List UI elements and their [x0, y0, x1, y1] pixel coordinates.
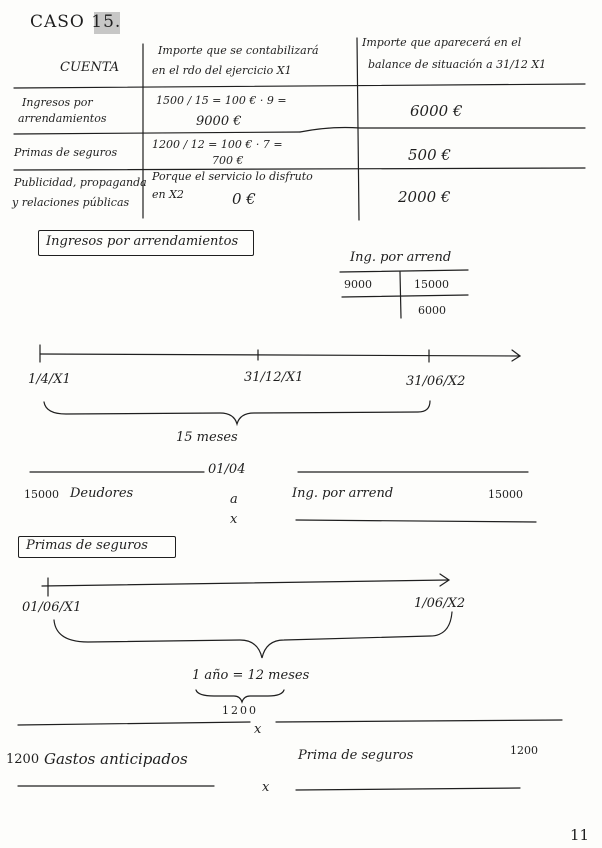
page-title: CASO 15. [30, 12, 122, 32]
timeline2-amount: 1200 [222, 704, 258, 717]
row1-cuenta-line1: Ingresos por [22, 96, 93, 109]
row2-calc-line2: 700 € [212, 154, 244, 167]
row1-cuenta-line2: arrendamientos [18, 112, 107, 125]
entry2-debit-account: Gastos anticipados [44, 750, 188, 768]
header-importe-balance-line2: balance de situación a 31/12 X1 [368, 58, 547, 71]
timeline-2-small-brace [196, 690, 284, 702]
entry1-to: a [230, 492, 238, 507]
table-row-rule-1 [14, 132, 300, 134]
t-account-top [340, 270, 468, 272]
section2-heading: Primas de seguros [26, 538, 148, 553]
entry1-debit-account: Deudores [70, 486, 134, 501]
page-number: 11 [570, 826, 590, 844]
entry-2-rule-right [276, 720, 562, 722]
entry2-debit-amount: 1200 [6, 752, 40, 767]
header-importe-rdo-line2: en el rdo del ejercicio X1 [152, 64, 292, 77]
entry2-bottom-mark: x [262, 780, 270, 795]
entry2-credit-amount: 1200 [510, 744, 538, 757]
timeline-1-axis [40, 354, 520, 356]
table-row-rule-1b [300, 128, 585, 133]
row1-calc-line1: 1500 / 15 = 100 € · 9 = [156, 94, 287, 107]
row3-calc-line1: Porque el servicio lo disfruto [152, 170, 313, 183]
timeline1-start-label: 1/4/X1 [28, 372, 71, 387]
timeline-2-axis [42, 580, 448, 586]
timeline1-brace-label: 15 meses [176, 430, 238, 445]
timeline2-end-label: 1/06/X2 [414, 596, 466, 611]
row1-calc-line2: 9000 € [196, 114, 242, 129]
table-col-divider-2 [357, 38, 359, 220]
entry1-debit-amount: 15000 [24, 488, 59, 501]
row2-calc-line1: 1200 / 12 = 100 € · 7 = [152, 138, 283, 151]
t-account-balance-rule [342, 295, 468, 297]
timeline1-mid-label: 31/12/X1 [244, 370, 304, 385]
entry1-credit-account: Ing. por arrend [292, 486, 394, 501]
header-importe-rdo-line1: Importe que se contabilizará [158, 44, 319, 57]
timeline2-start-label: 01/06/X1 [22, 600, 82, 615]
t-account-title: Ing. por arrend [350, 250, 452, 265]
entry-2-rule-bottom-right [296, 788, 520, 790]
t-account-stem [400, 272, 401, 318]
entry2-mark: x [254, 722, 262, 737]
entry1-date: 01/04 [208, 462, 246, 477]
row3-calc-line2: en X2 [152, 188, 184, 201]
row3-calc-line3: 0 € [232, 190, 256, 208]
header-importe-balance-line1: Importe que aparecerá en el [362, 36, 522, 49]
row2-cuenta: Primas de seguros [14, 146, 118, 159]
t-account-right2: 6000 [418, 304, 446, 317]
row3-cuenta-line1: Publicidad, propaganda [14, 176, 147, 189]
timeline1-end-label: 31/06/X2 [406, 374, 466, 389]
header-cuenta: CUENTA [60, 60, 120, 75]
t-account-right1: 15000 [414, 278, 449, 291]
table-header-rule [14, 84, 585, 88]
row3-cuenta-line2: y relaciones públicas [12, 196, 130, 209]
row2-balance: 500 € [408, 146, 451, 164]
section1-heading: Ingresos por arrendamientos [46, 234, 239, 249]
timeline-1-brace [44, 401, 430, 424]
entry-1-rule-bottom [296, 520, 536, 522]
row3-balance: 2000 € [398, 188, 451, 206]
entry1-mark: x [230, 512, 238, 527]
timeline2-brace-label: 1 año = 12 meses [192, 668, 310, 683]
t-account-left: 9000 [344, 278, 372, 291]
timeline-2-brace [54, 612, 452, 658]
entry1-credit-amount: 15000 [488, 488, 523, 501]
row1-balance: 6000 € [410, 102, 463, 120]
entry-2-rule-left [18, 722, 250, 725]
entry2-credit-account: Prima de seguros [298, 748, 414, 763]
